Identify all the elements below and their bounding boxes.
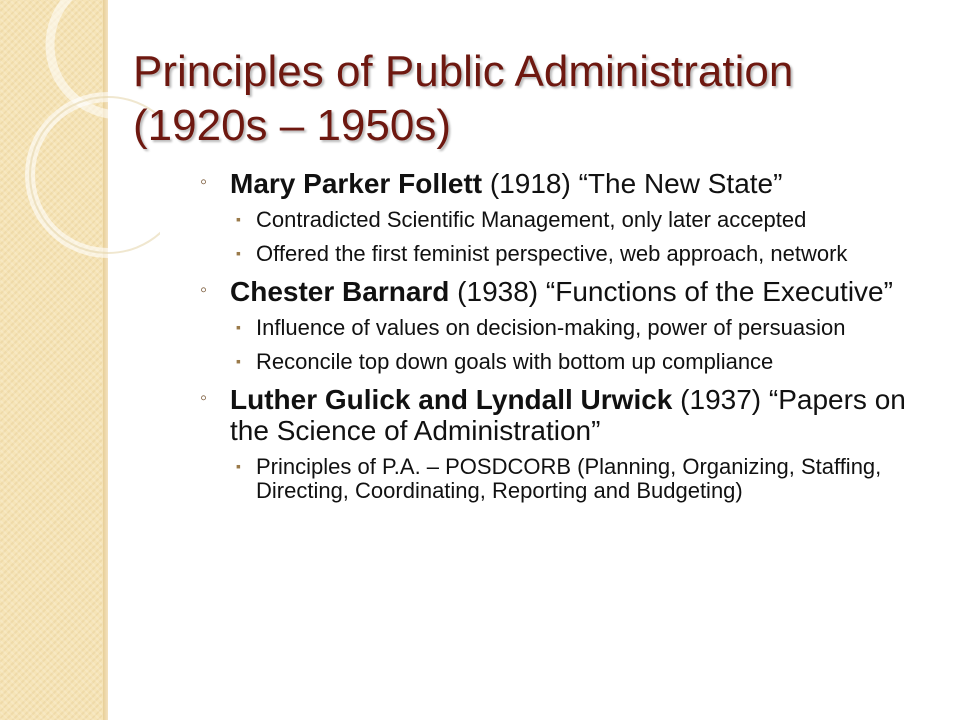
bullet-name: Mary Parker Follett: [230, 168, 483, 199]
dot-bullet-icon: ▪: [236, 353, 241, 369]
ring-bullet-icon: ◦: [200, 171, 208, 193]
title-line-1: Principles of Public Administration: [133, 47, 794, 96]
sub-bullet-text: Principles of P.A. – POSDCORB (Planning, Organizing, Staffing, Directing, Coordinating, Reporting and Budgeting): [256, 454, 882, 503]
bullet-follett: [200, 168, 920, 199]
sub-bullet-text: Influence of values on decision-making, power of persuasion: [256, 315, 846, 340]
slide-body: [200, 168, 920, 513]
slide-title: [133, 45, 933, 153]
bullet-gulick-urwick: [200, 384, 920, 446]
bullet-detail: (1938) “Functions of the Executive”: [449, 276, 893, 307]
dot-bullet-icon: ▪: [236, 319, 241, 335]
sub-bullet-text: Offered the first feminist perspective, web approach, network: [256, 241, 848, 266]
sub-bullet: [200, 455, 920, 503]
ring-bullet-icon: ◦: [200, 279, 208, 301]
side-band-edge: [103, 0, 108, 720]
bullet-detail: (1918) “The New State”: [482, 168, 783, 199]
decorative-side-band: [0, 0, 106, 720]
bullet-name: Chester Barnard: [230, 276, 450, 307]
sub-bullet: [200, 350, 920, 374]
title-line-2: (1920s – 1950s): [133, 101, 451, 150]
sub-bullet: [200, 316, 920, 340]
sub-bullet-text: Contradicted Scientific Management, only later accepted: [256, 207, 807, 232]
dot-bullet-icon: ▪: [236, 245, 241, 261]
dot-bullet-icon: ▪: [236, 211, 241, 227]
dot-bullet-icon: ▪: [236, 458, 241, 474]
sub-bullet-text: Reconcile top down goals with bottom up compliance: [256, 349, 774, 374]
bullet-name: Luther Gulick and Lyndall Urwick: [230, 384, 673, 415]
bullet-barnard: [200, 276, 920, 307]
ring-bullet-icon: ◦: [200, 387, 208, 409]
sub-bullet: [200, 242, 920, 266]
bullet-detail: (1937) “Papers on the Science of Administration”: [230, 384, 906, 446]
sub-bullet: [200, 208, 920, 232]
